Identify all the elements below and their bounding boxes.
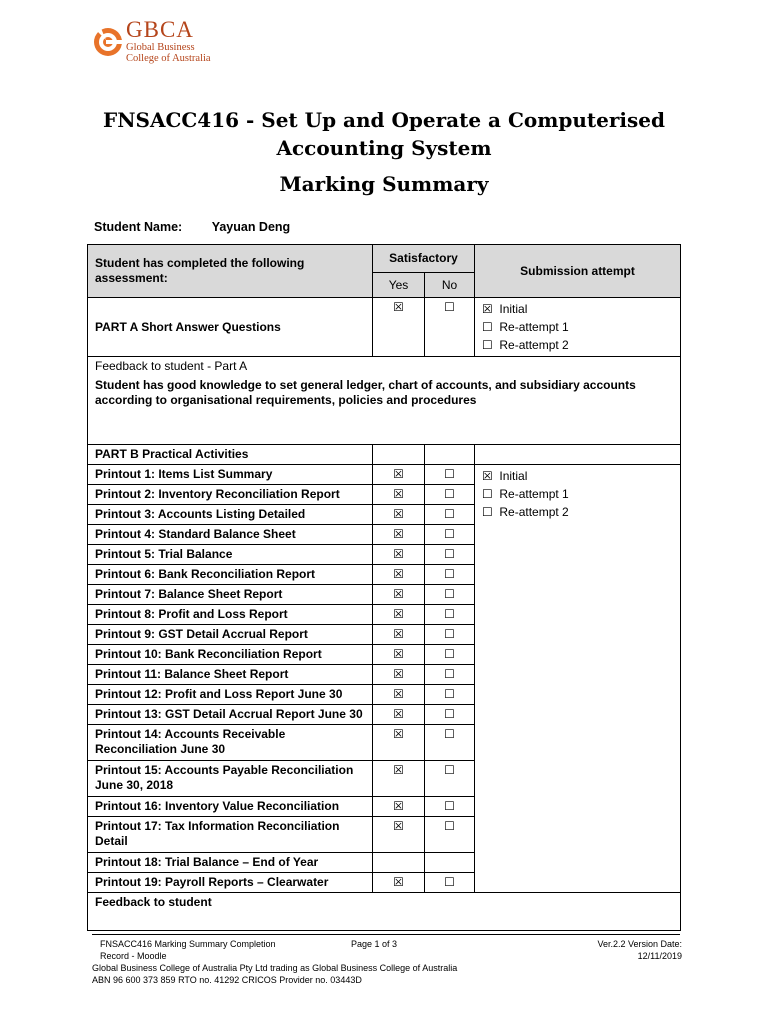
student-name-value: Yayuan Deng (211, 220, 291, 234)
printout-yes-cell (373, 665, 425, 685)
footer-doc-name: FNSACC416 Marking Summary Completion Record - Moodle (100, 939, 276, 961)
student-name-row (94, 220, 290, 234)
title-line-1: FNSACC416 - Set Up and Operate a Computerised (103, 108, 665, 132)
printout-no-cell (425, 625, 475, 645)
printout-no-cell (425, 853, 475, 873)
printout-yes-cell (373, 705, 425, 725)
printout-no-checkbox[interactable]: ☐ (444, 763, 455, 777)
printout-no-cell (425, 525, 475, 545)
printout-no-checkbox[interactable]: ☐ (444, 727, 455, 741)
printout-yes-checkbox[interactable]: ☒ (393, 727, 404, 741)
attempt-reattempt-1[interactable] (482, 318, 673, 336)
printout-label: Printout 5: Trial Balance (88, 545, 373, 565)
footer-abn: ABN 96 600 373 859 RTO no. 41292 CRICOS Provider no. 03443D (92, 975, 362, 985)
part-a-no-cell (425, 298, 475, 357)
logo-line1: Global Business (126, 42, 195, 53)
feedback-part-b-row (88, 893, 681, 931)
footer-page: Page 1 of 3 (351, 939, 398, 949)
logo-text (126, 18, 211, 64)
printout-yes-cell (373, 797, 425, 817)
printout-no-cell (425, 545, 475, 565)
attempt-reattempt-1-checkbox[interactable]: ☐ (482, 320, 493, 334)
printout-no-checkbox[interactable]: ☐ (444, 799, 455, 813)
part-b-attempts (475, 465, 681, 893)
printout-yes-checkbox[interactable]: ☒ (393, 607, 404, 621)
printout-label: Printout 7: Balance Sheet Report (88, 585, 373, 605)
printout-yes-checkbox[interactable]: ☒ (393, 567, 404, 581)
printout-no-cell (425, 817, 475, 853)
printout-no-cell (425, 585, 475, 605)
feedback-part-b-label: Feedback to student (88, 893, 681, 931)
printout-yes-cell (373, 525, 425, 545)
printout-yes-checkbox[interactable]: ☒ (393, 707, 404, 721)
printout-no-cell (425, 685, 475, 705)
part-a-yes-cell (373, 298, 425, 357)
printout-yes-checkbox[interactable]: ☒ (393, 687, 404, 701)
printout-no-checkbox[interactable]: ☐ (444, 647, 455, 661)
attempt-initial-label: Initial (499, 302, 528, 316)
logo-line2: College of Australia (126, 53, 211, 64)
printout-yes-cell (373, 465, 425, 485)
printout-yes-checkbox[interactable]: ☒ (393, 527, 404, 541)
printout-row (88, 465, 681, 485)
printout-no-checkbox[interactable]: ☐ (444, 687, 455, 701)
feedback-part-a (88, 357, 681, 445)
printout-yes-checkbox[interactable]: ☒ (393, 467, 404, 481)
footer-date: 12/11/2019 (637, 951, 682, 961)
header-no: No (425, 273, 475, 298)
printout-yes-checkbox[interactable]: ☒ (393, 547, 404, 561)
printout-no-cell (425, 605, 475, 625)
attempt-reattempt-2-checkbox[interactable]: ☐ (482, 338, 493, 352)
header-satisfactory: Satisfactory (373, 245, 475, 273)
printout-label: Printout 10: Bank Reconciliation Report (88, 645, 373, 665)
printout-yes-checkbox[interactable]: ☒ (393, 587, 404, 601)
printout-yes-checkbox[interactable]: ☒ (393, 487, 404, 501)
printout-label: Printout 2: Inventory Reconciliation Report (88, 485, 373, 505)
printout-yes-checkbox[interactable]: ☒ (393, 667, 404, 681)
printout-no-checkbox[interactable]: ☐ (444, 527, 455, 541)
marking-summary-table (87, 244, 681, 931)
printout-no-checkbox[interactable]: ☐ (444, 667, 455, 681)
printout-no-cell (425, 505, 475, 525)
attempt-initial-checkbox[interactable]: ☒ (482, 302, 493, 316)
printout-no-cell (425, 565, 475, 585)
printout-yes-checkbox[interactable]: ☒ (393, 647, 404, 661)
printout-yes-cell (373, 817, 425, 853)
printout-yes-cell (373, 761, 425, 797)
attempt-b-initial[interactable] (482, 467, 673, 485)
printout-label: Printout 6: Bank Reconciliation Report (88, 565, 373, 585)
printout-label: Printout 13: GST Detail Accrual Report June 30 (88, 705, 373, 725)
printout-label: Printout 15: Accounts Payable Reconciliation June 30, 2018 (88, 761, 373, 797)
part-a-yes-checkbox[interactable]: ☒ (393, 300, 404, 314)
printout-no-checkbox[interactable]: ☐ (444, 467, 455, 481)
printout-no-checkbox[interactable]: ☐ (444, 819, 455, 833)
printout-yes-cell (373, 565, 425, 585)
printout-yes-cell (373, 505, 425, 525)
attempt-reattempt-1-label: Re-attempt 1 (499, 320, 569, 334)
printout-label: Printout 8: Profit and Loss Report (88, 605, 373, 625)
printout-no-checkbox[interactable]: ☐ (444, 587, 455, 601)
printout-no-cell (425, 645, 475, 665)
header-yes: Yes (373, 273, 425, 298)
attempt-b-reattempt-1[interactable] (482, 485, 673, 503)
attempt-reattempt-2-label: Re-attempt 2 (499, 338, 569, 352)
feedback-part-a-label: Feedback to student - Part A (95, 359, 248, 373)
printout-no-cell (425, 485, 475, 505)
printout-label: Printout 19: Payroll Reports – Clearwater (88, 873, 373, 893)
printout-yes-checkbox[interactable]: ☒ (393, 763, 404, 777)
attempt-b-reattempt-2-checkbox[interactable]: ☐ (482, 505, 493, 519)
logo-abbr: GBCA (126, 17, 194, 42)
printout-no-checkbox[interactable]: ☐ (444, 487, 455, 501)
printout-yes-cell (373, 625, 425, 645)
printout-no-checkbox[interactable]: ☐ (444, 707, 455, 721)
printout-no-cell (425, 705, 475, 725)
header-submission-attempt: Submission attempt (475, 245, 681, 298)
printout-yes-cell (373, 605, 425, 625)
printout-label: Printout 3: Accounts Listing Detailed (88, 505, 373, 525)
document-title (0, 106, 768, 162)
printout-no-cell (425, 761, 475, 797)
printout-yes-cell (373, 485, 425, 505)
student-name-label: Student Name: (94, 220, 183, 234)
footer-company: Global Business College of Australia Pty Ltd trading as Global Business College of Australia (92, 963, 458, 973)
attempt-b-reattempt-1-label: Re-attempt 1 (499, 487, 569, 501)
printout-label: Printout 11: Balance Sheet Report (88, 665, 373, 685)
printout-yes-cell (373, 685, 425, 705)
printout-yes-checkbox[interactable]: ☒ (393, 799, 404, 813)
printout-no-checkbox[interactable]: ☐ (444, 547, 455, 561)
printout-label: Printout 18: Trial Balance – End of Year (88, 853, 373, 873)
printout-no-checkbox[interactable]: ☐ (444, 607, 455, 621)
attempt-b-initial-checkbox[interactable]: ☒ (482, 469, 493, 483)
printout-no-cell (425, 725, 475, 761)
printout-yes-checkbox[interactable]: ☒ (393, 875, 404, 889)
footer-rule (92, 934, 680, 935)
printout-label: Printout 12: Profit and Loss Report June 30 (88, 685, 373, 705)
printout-no-checkbox[interactable]: ☐ (444, 875, 455, 889)
printout-no-cell (425, 665, 475, 685)
footer-version-text: Ver.2.2 Version Date: (597, 939, 682, 949)
document-subtitle: Marking Summary (279, 172, 489, 196)
footer (92, 938, 682, 986)
printout-yes-cell (373, 725, 425, 761)
attempt-b-reattempt-2-label: Re-attempt 2 (499, 505, 569, 519)
printout-yes-cell (373, 545, 425, 565)
printout-yes-checkbox[interactable]: ☒ (393, 507, 404, 521)
title-line-2: Accounting System (276, 136, 492, 160)
part-a-attempts (475, 298, 681, 357)
part-b-label: PART B Practical Activities (88, 445, 373, 465)
printout-yes-checkbox[interactable]: ☒ (393, 819, 404, 833)
printout-yes-cell (373, 645, 425, 665)
attempt-initial[interactable] (482, 300, 673, 318)
part-a-no-checkbox[interactable]: ☐ (444, 300, 455, 314)
printout-label: Printout 1: Items List Summary (88, 465, 373, 485)
attempt-reattempt-2[interactable] (482, 336, 673, 354)
printout-yes-cell (373, 853, 425, 873)
attempt-b-reattempt-1-checkbox[interactable]: ☐ (482, 487, 493, 501)
printout-yes-cell (373, 585, 425, 605)
printout-label: Printout 9: GST Detail Accrual Report (88, 625, 373, 645)
printout-label: Printout 4: Standard Balance Sheet (88, 525, 373, 545)
header-assessment: Student has completed the following assessment: (88, 245, 373, 298)
printout-yes-checkbox[interactable]: ☒ (393, 627, 404, 641)
attempt-b-initial-label: Initial (499, 469, 528, 483)
printout-label: Printout 14: Accounts Receivable Reconciliation June 30 (88, 725, 373, 761)
printout-no-checkbox[interactable]: ☐ (444, 567, 455, 581)
attempt-b-reattempt-2[interactable] (482, 503, 673, 521)
printout-no-cell (425, 465, 475, 485)
printout-no-checkbox[interactable]: ☐ (444, 627, 455, 641)
feedback-part-a-text: Student has good knowledge to set general ledger, chart of accounts, and subsidiary accounts according to organisational requirements, policies and procedures (95, 378, 636, 407)
printout-no-cell (425, 873, 475, 893)
printout-label: Printout 16: Inventory Value Reconciliation (88, 797, 373, 817)
printout-no-cell (425, 797, 475, 817)
part-b-no-empty (425, 445, 475, 465)
part-b-yes-empty (373, 445, 425, 465)
footer-version (532, 938, 682, 962)
printout-no-checkbox[interactable]: ☐ (444, 507, 455, 521)
part-a-label: PART A Short Answer Questions (88, 298, 373, 357)
part-b-attempt-empty (475, 445, 681, 465)
printout-yes-cell (373, 873, 425, 893)
printout-label: Printout 17: Tax Information Reconciliation Detail (88, 817, 373, 853)
